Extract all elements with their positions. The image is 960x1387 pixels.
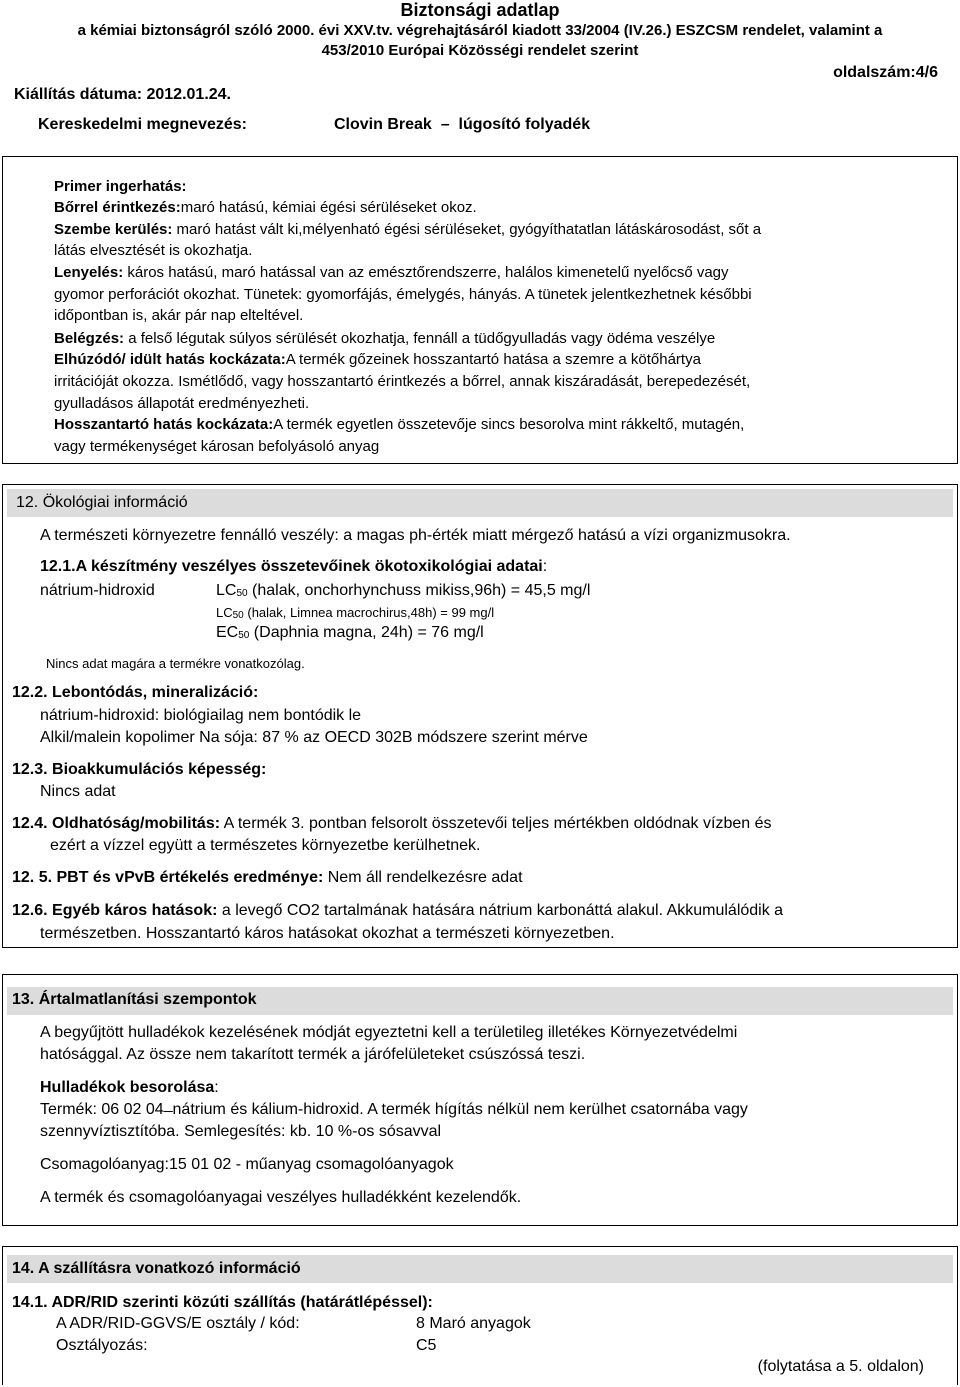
inhalation — [54, 330, 715, 347]
long-term-text-1: A termék egyetlen összetevője sincs besorolva mint rákkeltő, mutagén, — [273, 416, 745, 433]
regulation-line-2: 453/2010 Európai Közösségi rendelet szerint — [321, 42, 639, 59]
section-12-heading: 12. Ökológiai információ — [16, 494, 188, 511]
s13-p1-line-2: hatósággal. Az össze nem takarított termék a járófelületeket csúszóssá teszi. — [40, 1046, 586, 1063]
s125-heading: 12. 5. PBT és vPvB értékelés eredménye: — [12, 869, 324, 886]
page-number: oldalszám:4/6 — [833, 64, 938, 81]
s124-line-1 — [12, 815, 771, 833]
chronic-text-1: A termék gőzeinek hosszantartó hatása a szemre a kötőhártya — [285, 351, 701, 368]
primary-irritation-heading: Primer ingerhatás: — [54, 178, 187, 195]
product-waste-line-2: szennyvíztisztítóba. Semlegesítés: kb. 10 %-os sósavval — [40, 1123, 442, 1140]
waste-colon: : — [214, 1079, 219, 1096]
eye-contact-1 — [54, 221, 761, 238]
trade-name — [334, 116, 590, 134]
s124-heading: 12.4. Oldhatóság/mobilitás: — [12, 815, 221, 832]
ingestion-2: gyomor perforációt okozhat. Tünetek: gyomorfájás, émelygés, hányás. A tünetek jelentkezhetnek későbbi — [54, 286, 752, 303]
s122-heading: 12.2. Lebontódás, mineralizáció: — [12, 684, 259, 701]
chronic-label: Elhúzódó/ idült hatás kockázata: — [54, 351, 286, 368]
lc50-a-prefix: LC — [216, 582, 237, 599]
lc50-fish-2 — [216, 605, 494, 621]
lc50-a-sub: 50 — [236, 588, 248, 599]
s124-text-1: A termék 3. pontban felsorolt összetevői teljes mértékben oldódnak vízben és — [220, 815, 772, 832]
inhalation-label: Belégzés: — [54, 330, 125, 347]
ingestion-text-1: káros hatású, maró hatással van az emésztőrendszerre, halálos kimenetelű nyelőcső vagy — [123, 264, 729, 281]
long-term-2: vagy termékenységet károsan befolyásoló anyag — [54, 438, 380, 455]
adr-class-value: 8 Maró anyagok — [416, 1315, 531, 1332]
ec50-sub: 50 — [238, 630, 250, 641]
trade-name-desc: lúgosító folyadék — [458, 116, 591, 133]
s126-heading: 12.6. Egyéb káros hatások: — [12, 902, 218, 919]
ingestion-label: Lenyelés: — [54, 264, 124, 281]
ec50-daphnia — [216, 624, 484, 642]
chronic-2: irritációját okozza. Ismétlődő, vagy hosszantartó érintkezés a bőrrel, annak kiszáradását, berepedezését, — [54, 373, 751, 390]
s126-line-1 — [12, 902, 783, 920]
s13-p1-line-1: A begyűjtött hulladékok kezelésének módját egyeztetni kell a területileg illetékes Környezetvédelmi — [40, 1024, 738, 1041]
section-13-heading: 13. Ártalmatlanítási szempontok — [12, 991, 257, 1008]
classification-label: Osztályozás: — [56, 1337, 148, 1354]
inhalation-text: a felső légutak súlyos sérülését okozhatja, fennáll a tüdőgyulladás vagy ödéma veszélye — [124, 330, 716, 347]
classification-value: C5 — [416, 1337, 437, 1354]
long-term-label: Hosszantartó hatás kockázata: — [54, 416, 274, 433]
no-data-product: Nincs adat magára a termékre vonatkozólag. — [46, 656, 305, 671]
substance-name: nátrium-hidroxid — [40, 582, 155, 599]
lc50-b-sub: 50 — [232, 610, 244, 621]
regulation-line-1: a kémiai biztonságról szóló 2000. évi XXV.tv. végrehajtásáról kiadott 33/2004 (IV.26.) ESZCSM rendelet, valamint a — [77, 22, 883, 39]
s121-heading: 12.1.A készítmény veszélyes összetevőinek ökotoxikológiai adatai — [40, 558, 543, 575]
long-term-1 — [54, 416, 744, 433]
trade-name-dash: – — [436, 116, 455, 133]
hazardous-waste: A termék és csomagolóanyagai veszélyes hulladékként kezelendők. — [40, 1189, 522, 1206]
trade-name-value: Clovin Break — [334, 116, 432, 133]
skin-contact — [54, 199, 477, 216]
s125-text: Nem áll rendelkezésre adat — [323, 869, 523, 886]
ingestion-1 — [54, 264, 729, 281]
eye-contact-2: látás elvesztését is okozhatja. — [54, 242, 253, 259]
s123-text: Nincs adat — [40, 783, 116, 800]
lc50-fish-1 — [216, 582, 590, 600]
document-title: Biztonsági adatlap — [400, 0, 560, 20]
continued-note: (folytatása a 5. oldalon) — [757, 1358, 924, 1375]
skin-label: Bőrrel érintkezés: — [54, 199, 181, 216]
waste-label: Hulladékok besorolása — [40, 1079, 215, 1096]
section-14-heading: 14. A szállításra vonatkozó információ — [12, 1260, 301, 1277]
chronic-1 — [54, 351, 701, 368]
ingestion-3: időpontban is, akár pár nap elteltével. — [54, 307, 304, 324]
s121-colon: : — [542, 558, 548, 575]
s121-heading-line — [40, 558, 547, 576]
lc50-b-prefix: LC — [216, 605, 233, 620]
s125-line — [12, 869, 523, 887]
trade-name-label: Kereskedelmi megnevezés: — [38, 116, 247, 133]
s122-line-1: nátrium-hidroxid: biológiailag nem bontódik le — [40, 707, 362, 724]
s124-line-2: ezért a vízzel együtt a természetes környezetbe kerülhetnek. — [50, 837, 481, 854]
packaging-waste: Csomagolóanyag:15 01 02 - műanyag csomagolóanyagok — [40, 1156, 454, 1173]
adr-class-label: A ADR/RID-GGVS/E osztály / kód: — [56, 1315, 300, 1332]
product-waste-line-1: Termék: 06 02 04 ̶ nátrium és kálium-hidroxid. A termék hígítás nélkül nem kerülhet csatornába vagy — [40, 1101, 748, 1118]
skin-text: maró hatású, kémiai égési sérüléseket okoz. — [180, 199, 477, 216]
s123-heading: 12.3. Bioakkumulációs képesség: — [12, 761, 267, 778]
lc50-b-text: (halak, Limnea macrochirus,48h) = 99 mg/l — [243, 605, 495, 620]
s122-line-2: Alkil/malein kopolimer Na sója: 87 % az OECD 302B módszere szerint mérve — [40, 729, 588, 746]
section-12-intro: A természeti környezetre fennálló veszély: a magas ph-érték miatt mérgező hatású a vízi organizmusokra. — [40, 527, 791, 544]
s126-line-2: természetben. Hosszantartó káros hatásokat okozhat a természeti környezetben. — [40, 925, 615, 942]
chronic-3: gyulladásos állapotát eredményezheti. — [54, 395, 310, 412]
ec50-text: (Daphnia magna, 24h) = 76 mg/l — [249, 624, 484, 641]
lc50-a-text: (halak, onchorhynchuss mikiss,96h) = 45,5 mg/l — [247, 582, 591, 599]
s141-heading: 14.1. ADR/RID szerinti közúti szállítás (határátlépéssel): — [12, 1294, 433, 1311]
ec50-prefix: EC — [216, 624, 239, 641]
eye-text-1: maró hatást vált ki,mélyenható égési sérüléseket, gyógyíthatatlan látáskárosodást, sőt a — [172, 221, 762, 238]
issue-date: Kiállítás dátuma: 2012.01.24. — [14, 86, 231, 103]
eye-label: Szembe kerülés: — [54, 221, 173, 238]
s126-text-1: a levegő CO2 tartalmának hatására nátrium karbonáttá alakul. Akkumulálódik a — [217, 902, 784, 919]
waste-classification-line — [40, 1079, 219, 1097]
